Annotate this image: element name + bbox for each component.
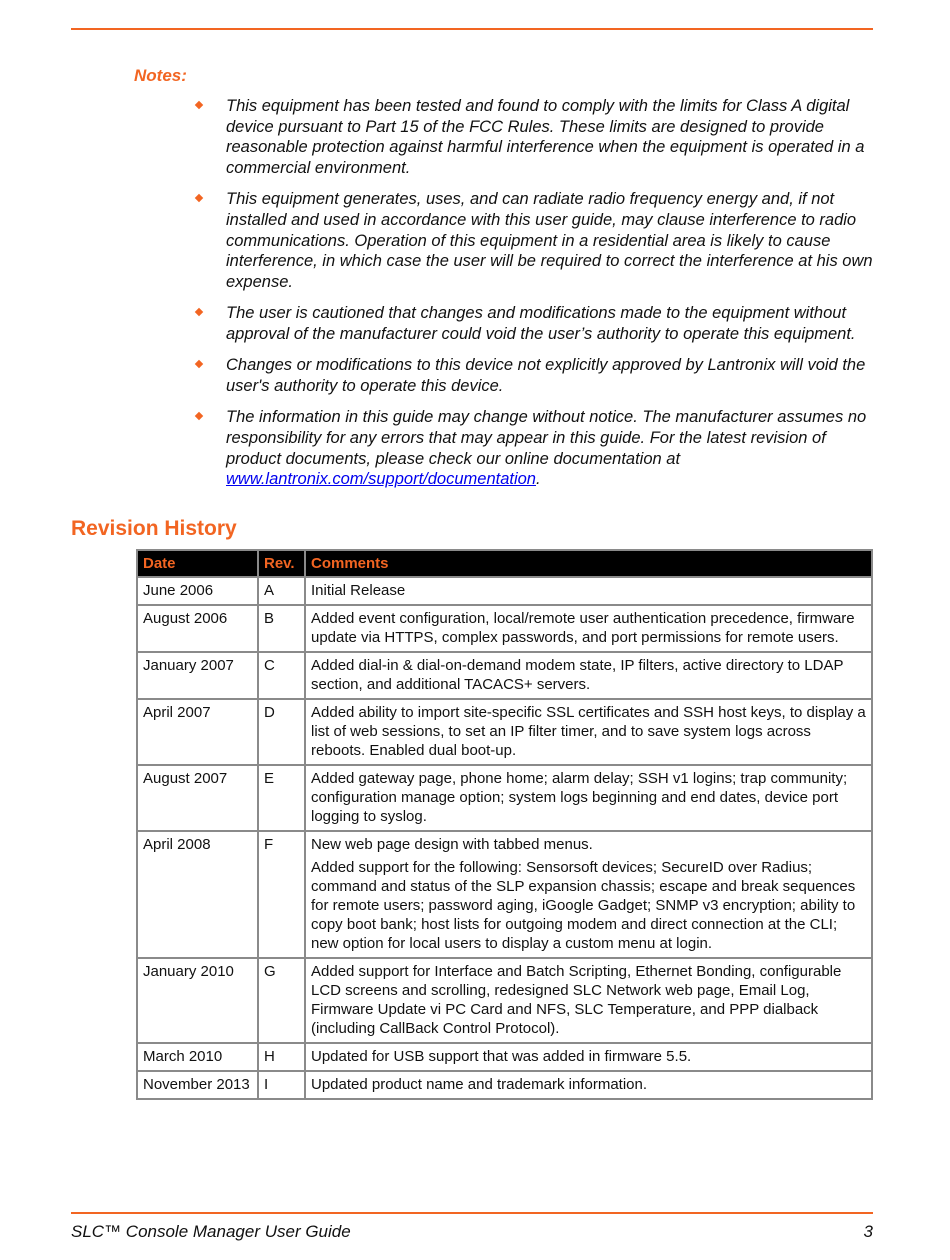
cell-rev: E bbox=[258, 765, 305, 831]
comment-paragraph: Added dial-in & dial-on-demand modem state, IP filters, active directory to LDAP section, and additional TACACS+ servers. bbox=[311, 657, 844, 693]
cell-comments bbox=[305, 831, 872, 958]
cell-comments bbox=[305, 1071, 872, 1099]
note-item bbox=[194, 407, 878, 490]
cell-rev: H bbox=[258, 1043, 305, 1071]
cell-rev: G bbox=[258, 958, 305, 1043]
cell-date: March 2010 bbox=[137, 1043, 258, 1071]
cell-date: August 2006 bbox=[137, 605, 258, 652]
note-item bbox=[194, 96, 878, 179]
comment-paragraph: Added support for Interface and Batch Scripting, Ethernet Bonding, configurable LCD screens and scrolling, redesigned SLC Network web page, Email Log, Firmware Update vi PC Card and NFS, SLC Temperature, and PPP dialback (including CallBack Control Protocol). bbox=[311, 963, 842, 1037]
cell-comments bbox=[305, 765, 872, 831]
cell-comments bbox=[305, 1043, 872, 1071]
note-text: This equipment generates, uses, and can radiate radio frequency energy and, if not installed and used in accordance with this user guide, may clause interference to radio communications. Operation of this equipment in a residential area is likely to cause interference, in which case the user will be required to correct the interference at his own expense. bbox=[226, 190, 873, 292]
note-text: Changes or modifications to this device not explicitly approved by Lantronix will void the user's authority to operate this device. bbox=[226, 356, 866, 395]
cell-date: January 2010 bbox=[137, 958, 258, 1043]
note-suffix: . bbox=[536, 470, 541, 489]
revision-history-table bbox=[136, 549, 873, 1100]
comment-paragraph: Updated for USB support that was added in firmware 5.5. bbox=[311, 1048, 692, 1065]
note-item bbox=[194, 189, 878, 293]
diamond-bullet-icon bbox=[195, 360, 203, 368]
diamond-bullet-icon bbox=[195, 308, 203, 316]
cell-date: April 2008 bbox=[137, 831, 258, 958]
table-row bbox=[137, 652, 872, 699]
comment-paragraph: Updated product name and trademark information. bbox=[311, 1076, 648, 1093]
page-number: 3 bbox=[863, 1222, 873, 1241]
cell-comments bbox=[305, 958, 872, 1043]
table-row bbox=[137, 577, 872, 605]
diamond-bullet-icon bbox=[195, 101, 203, 109]
cell-rev: C bbox=[258, 652, 305, 699]
comment-paragraph: New web page design with tabbed menus. bbox=[311, 836, 593, 853]
note-text: The information in this guide may change without notice. The manufacturer assumes no responsibility for any errors that may appear in this guide. For the latest revision of product documents, please check our online documentation at bbox=[226, 408, 867, 468]
footer-title: SLC™ Console Manager User Guide bbox=[71, 1222, 351, 1241]
footer-rule bbox=[71, 1212, 873, 1214]
header-date: Date bbox=[137, 550, 258, 577]
table-row bbox=[137, 699, 872, 765]
table-header-row bbox=[137, 550, 872, 577]
cell-rev: F bbox=[258, 831, 305, 958]
diamond-bullet-icon bbox=[195, 194, 203, 202]
cell-date: June 2006 bbox=[137, 577, 258, 605]
table-row bbox=[137, 831, 872, 958]
table-row bbox=[137, 1071, 872, 1099]
comment-paragraph: Added event configuration, local/remote user authentication precedence, firmware update via HTTPS, complex passwords, and port permissions for remote users. bbox=[311, 610, 855, 646]
note-item bbox=[194, 303, 878, 344]
cell-date: November 2013 bbox=[137, 1071, 258, 1099]
notes-list bbox=[194, 96, 878, 500]
table-row bbox=[137, 1043, 872, 1071]
comment-paragraph: Initial Release bbox=[311, 582, 406, 599]
cell-rev: B bbox=[258, 605, 305, 652]
diamond-bullet-icon bbox=[195, 412, 203, 420]
cell-comments bbox=[305, 577, 872, 605]
cell-comments bbox=[305, 699, 872, 765]
table-row bbox=[137, 605, 872, 652]
notes-title: Notes: bbox=[134, 66, 187, 85]
cell-rev: I bbox=[258, 1071, 305, 1099]
header-rule bbox=[71, 28, 873, 30]
table-body bbox=[137, 577, 872, 1099]
cell-date: April 2007 bbox=[137, 699, 258, 765]
documentation-link[interactable]: www.lantronix.com/support/documentation bbox=[226, 470, 536, 489]
note-text: The user is cautioned that changes and modifications made to the equipment without approval of the manufacturer could void the user’s authority to operate this equipment. bbox=[226, 304, 856, 344]
comment-paragraph: Added ability to import site-specific SSL certificates and SSH host keys, to display a list of web sessions, to set an IP filter timer, and to save system logs across reboots. Enabled dual boot-up. bbox=[311, 704, 866, 759]
cell-comments bbox=[305, 652, 872, 699]
note-text: This equipment has been tested and found to comply with the limits for Class A digital device pursuant to Part 15 of the FCC Rules. These limits are designed to provide reasonable protection against harmful interference when the equipment is operated in a commercial environment. bbox=[226, 97, 865, 178]
cell-comments bbox=[305, 605, 872, 652]
cell-date: August 2007 bbox=[137, 765, 258, 831]
header-comments: Comments bbox=[305, 550, 872, 577]
header-rev: Rev. bbox=[258, 550, 305, 577]
cell-rev: D bbox=[258, 699, 305, 765]
comment-paragraph: Added support for the following: Sensorsoft devices; SecureID over Radius; command and status of the SLP expansion chassis; escape and break sequences for remote users; password aging, iGoogle Gadget; SNMP v3 encryption; ability to copy boot bank; host lists for outgoing modem and direct connection at the CLI; new option for local users to display a custom menu at login. bbox=[311, 859, 856, 952]
comment-paragraph: Added gateway page, phone home; alarm delay; SSH v1 logins; trap community; configuration manage option; system logs beginning and end dates, device port logging to syslog. bbox=[311, 770, 848, 825]
table-row bbox=[137, 765, 872, 831]
note-item bbox=[194, 355, 878, 396]
table-row bbox=[137, 958, 872, 1043]
cell-rev: A bbox=[258, 577, 305, 605]
revision-history-title: Revision History bbox=[71, 517, 237, 540]
cell-date: January 2007 bbox=[137, 652, 258, 699]
